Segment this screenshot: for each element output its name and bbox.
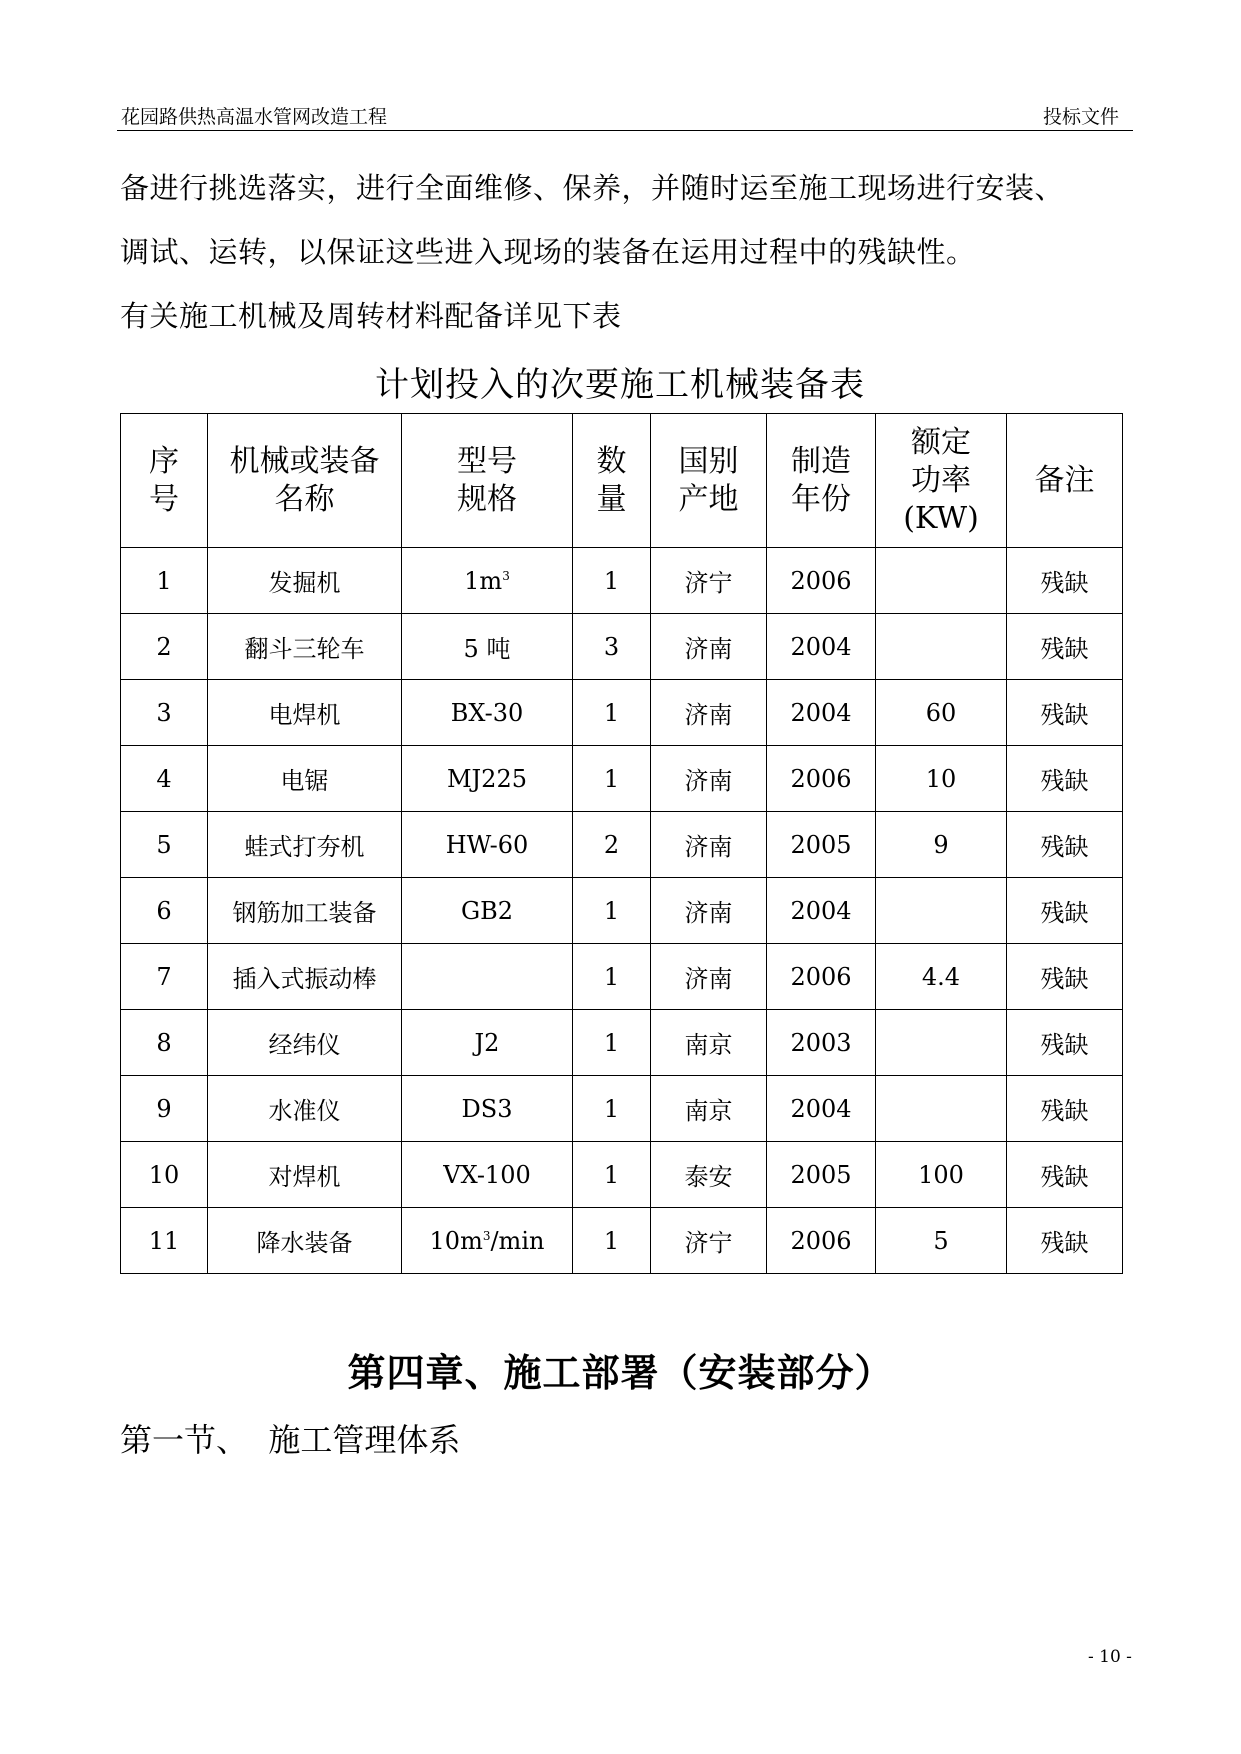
table-cell: MJ225 — [402, 746, 573, 812]
superscript-three: 3 — [502, 568, 510, 583]
table-cell: 发掘机 — [208, 548, 402, 614]
table-header-line: 额定 — [911, 424, 971, 460]
table-cell: 1 — [573, 1076, 651, 1142]
table-header-line: (KW) — [903, 500, 979, 536]
table-row — [121, 1076, 1123, 1142]
table-cell: BX-30 — [402, 680, 573, 746]
page-header — [117, 100, 1133, 131]
table-header-line: 制造 — [791, 443, 851, 479]
table-row — [121, 548, 1123, 614]
table-title: 计划投入的次要施工机械装备表 — [375, 365, 865, 405]
table-header-line: 机械或装备 — [229, 443, 380, 479]
table-cell: 1 — [573, 548, 651, 614]
paragraph-line: 调试、运转，以保证这些进入现场的装备在运用过程中的残缺性。 — [120, 235, 976, 269]
chapter-title: 第四章、施工部署（安装部分） — [347, 1350, 894, 1395]
table-row — [121, 746, 1123, 812]
table-header-cell — [1007, 414, 1123, 548]
table-cell: 2006 — [767, 746, 876, 812]
table-header-cell — [208, 414, 402, 548]
table-row — [121, 878, 1123, 944]
table-cell: 经纬仪 — [208, 1010, 402, 1076]
table-body — [121, 548, 1123, 1274]
table-cell: $10m^3/\min$ — [402, 1208, 573, 1274]
table-row — [121, 1010, 1123, 1076]
table-cell: 3 — [573, 614, 651, 680]
table-cell: 5 吨 — [402, 614, 573, 680]
table-header-cell — [573, 414, 651, 548]
table-cell: 1 — [573, 680, 651, 746]
table-cell: 水准仪 — [208, 1076, 402, 1142]
table-row — [121, 1208, 1123, 1274]
table-cell: 济南 — [651, 614, 767, 680]
table-cell: 4 — [121, 746, 208, 812]
table-cell: 4.4 — [876, 944, 1007, 1010]
table-cell: 100 — [876, 1142, 1007, 1208]
table-cell: 11 — [121, 1208, 208, 1274]
page-number: - 10 - — [1088, 1647, 1132, 1667]
table-header-row — [121, 414, 1123, 548]
table-cell: 济南 — [651, 680, 767, 746]
table-header-cell — [651, 414, 767, 548]
table-cell: 残缺 — [1007, 812, 1123, 878]
table-cell: 济南 — [651, 944, 767, 1010]
table-cell: 电焊机 — [208, 680, 402, 746]
table-cell: 7 — [121, 944, 208, 1010]
table-cell: 10 — [121, 1142, 208, 1208]
table-header-line: 号 — [149, 481, 179, 517]
table-cell: 残缺 — [1007, 878, 1123, 944]
table-cell: 1 — [573, 878, 651, 944]
table-cell: GB2 — [402, 878, 573, 944]
table-cell: 济宁 — [651, 548, 767, 614]
table-header-line: 国别 — [678, 443, 739, 479]
table-header-line: 名称 — [274, 481, 335, 517]
table-cell: 南京 — [651, 1076, 767, 1142]
table-cell: 泰安 — [651, 1142, 767, 1208]
table-cell: 残缺 — [1007, 680, 1123, 746]
table-header-line: 量 — [596, 481, 627, 517]
table-cell: 2006 — [767, 1208, 876, 1274]
table-cell: 蛙式打夯机 — [208, 812, 402, 878]
table-cell: DS3 — [402, 1076, 573, 1142]
table-cell: 9 — [121, 1076, 208, 1142]
table-cell: 2003 — [767, 1010, 876, 1076]
superscript-three: 3 — [482, 1228, 491, 1243]
table-cell: 10 — [876, 746, 1007, 812]
section-title: 第一节、 施工管理体系 — [120, 1421, 461, 1459]
table-cell: 2005 — [767, 1142, 876, 1208]
table-cell: 6 — [121, 878, 208, 944]
table-header-cell — [876, 414, 1007, 548]
table-cell: 残缺 — [1007, 1208, 1123, 1274]
table-header-line: 功率 — [911, 462, 971, 498]
table-cell: 1 — [573, 746, 651, 812]
table-cell: 1 — [573, 1010, 651, 1076]
equipment-table — [120, 413, 1123, 1274]
table-cell: 60 — [876, 680, 1007, 746]
table-cell: 济宁 — [651, 1208, 767, 1274]
header-document-type: 投标文件 — [1042, 106, 1119, 128]
table-row — [121, 614, 1123, 680]
table-cell: 2004 — [767, 614, 876, 680]
table-cell: 残缺 — [1007, 1010, 1123, 1076]
table-header-cell — [402, 414, 573, 548]
table-row — [121, 812, 1123, 878]
table-cell — [876, 878, 1007, 944]
table-cell: 1 — [573, 944, 651, 1010]
table-cell: 2004 — [767, 680, 876, 746]
table-row — [121, 944, 1123, 1010]
table-cell: 残缺 — [1007, 614, 1123, 680]
paragraph-line: 备进行挑选落实，进行全面维修、保养，并随时运至施工现场进行安装、 — [120, 171, 1065, 205]
table-header-line: 年份 — [791, 481, 851, 517]
table-cell: 插入式振动棒 — [208, 944, 402, 1010]
table-cell: 9 — [876, 812, 1007, 878]
table-cell: $1m^3$ — [402, 548, 573, 614]
table-cell: 济南 — [651, 812, 767, 878]
table-cell: 2 — [573, 812, 651, 878]
table-cell: 济南 — [651, 878, 767, 944]
table-cell: 1 — [573, 1142, 651, 1208]
table-header-line: 数 — [596, 443, 627, 479]
table-cell: 2005 — [767, 812, 876, 878]
table-cell: 对焊机 — [208, 1142, 402, 1208]
table-cell — [876, 548, 1007, 614]
table-cell — [876, 614, 1007, 680]
header-project-title: 花园路供热高温水管网改造工程 — [121, 106, 388, 128]
table-cell: 残缺 — [1007, 548, 1123, 614]
table-cell: 2006 — [767, 944, 876, 1010]
table-header-line: 序 — [149, 443, 179, 479]
table-cell — [876, 1076, 1007, 1142]
table-cell: 2006 — [767, 548, 876, 614]
table-cell: 残缺 — [1007, 746, 1123, 812]
table-cell: 5 — [876, 1208, 1007, 1274]
table-header-line: 产地 — [678, 481, 739, 517]
table-cell: 8 — [121, 1010, 208, 1076]
table-cell — [876, 1010, 1007, 1076]
table-cell: 济南 — [651, 746, 767, 812]
table-header-cell — [121, 414, 208, 548]
table-cell: HW-60 — [402, 812, 573, 878]
table-cell: 残缺 — [1007, 1076, 1123, 1142]
table-cell: 残缺 — [1007, 1142, 1123, 1208]
table-cell: 3 — [121, 680, 208, 746]
table-cell: 5 — [121, 812, 208, 878]
table-cell: 残缺 — [1007, 944, 1123, 1010]
table-cell: 钢筋加工装备 — [208, 878, 402, 944]
table-header-line: 规格 — [457, 481, 517, 517]
table-cell — [402, 944, 573, 1010]
table-cell: 南京 — [651, 1010, 767, 1076]
table-cell: 翻斗三轮车 — [208, 614, 402, 680]
table-row — [121, 1142, 1123, 1208]
table-cell: 电锯 — [208, 746, 402, 812]
table-row — [121, 680, 1123, 746]
table-header-cell — [767, 414, 876, 548]
table-cell: 2 — [121, 614, 208, 680]
table-header-line: 备注 — [1034, 462, 1095, 498]
table-cell: 1 — [573, 1208, 651, 1274]
table-header-line: 型号 — [457, 443, 517, 479]
table-cell: 1 — [121, 548, 208, 614]
table-cell: J2 — [402, 1010, 573, 1076]
table-cell: 2004 — [767, 878, 876, 944]
table-cell: 降水装备 — [208, 1208, 402, 1274]
table-cell: 2004 — [767, 1076, 876, 1142]
table-cell: VX-100 — [402, 1142, 573, 1208]
paragraph-line: 有关施工机械及周转材料配备详见下表 — [120, 299, 622, 333]
